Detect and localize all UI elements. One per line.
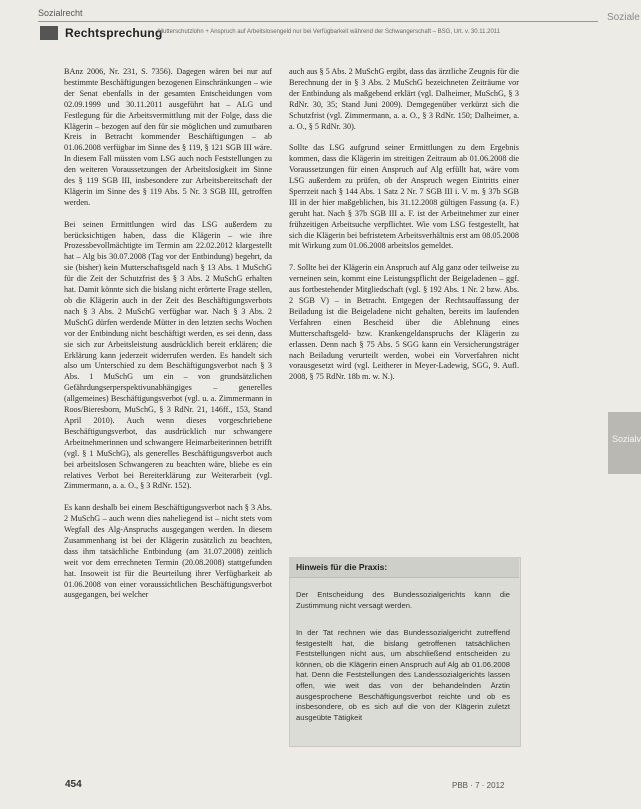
left-column (64, 67, 272, 601)
right-paragraph-2: Sollte das LSG aufgrund seiner Ermittlungen zu dem Ergebnis kommen, dass die Klägerin im streitigen Zeitraum ab 01.06.2008 die Voraussetzungen für einen Anspruch auf Alg erfüllt hat, wäre vom LSG außerdem zu prüfen, ob der Anspruch wegen Eintritts einer Sperrzeit nach § 144 Abs. 1 Satz 2 Nr. 7 SGB III i. V. m. § 37b SGB III in der hier maßgeblichen, bis 31.12.2008 gültigen Fassung (a. F.) geruht hat. Nach § 37b SGB III a. F. ist der Arbeitnehmer zur einer frühzeitigen Arbeitsuche verpflichtet. Wie vom LSG festgestellt, hat sich die Klägerin bei befristetem Arbeitsverhältnis erst am 08.05.2008 mit Wirkung zum 01.06.2008 arbeitslos gemeldet. (289, 143, 519, 251)
journal-reference: PBB · 7 · 2012 (452, 781, 505, 790)
left-paragraph-2: Bei seinen Ermittlungen wird das LSG außerdem zu berücksichtigen haben, dass die Klägerin – wie ihre Prozessbevollmächtigte im Termin am 22.02.2012 klargestellt hat – Alg bis 30.07.2008 (Tag vor der Entbindung) begehrt, da sie (bisher) kein Mutterschaftsgeld nach § 13 Abs. 1 MuSchG für die Zeit der Schutzfrist des § 3 Abs. 2 MuSchG erhalten hat. Damit könnte sich die bislang nicht erörterte Frage stellen, ob die Klägerin auch in der Zeit des Beschäftigungsverbots nach § 3 Abs. 2 MuSchG verfügbar war. Nach § 3 Abs. 2 MuSchG dürfen werdende Mütter in den letzten sechs Wochen vor der Entbindung nicht beschäftigt werden, es sei denn, dass sie sich zur Arbeitsleistung ausdrücklich bereit erklären; die Erklärung kann jederzeit widerrufen werden. Es handelt sich also um Unterschied zu dem Beschäftigungsverbot nach § 3 Abs. 1 MuSchG um ein – von grundsätzlichen Gefährdungserperspektivunabhängiges – generelles (allgemeines) Beschäftigungsverbot (vgl. u. a. Zimmermann in Roos/Bieresborn, MuSchG, § 3 RdNr. 21, 146ff., 153, Stand April 2010). Auch wenn dieses vorgeschriebene Beschäftigungsverbot, das ausdrücklich nur schwangere Arbeitnehmerinnen und schwangere Heimarbeiterinnen betrifft (vgl. § 1 MuSchG), als generelles Beschäftigungsverbot auch bei arbeitslosen Schwangeren zu beachten wäre, bliebe es ein relatives Verbot bei Bereiterklärung zur Weiterarbeit (vgl. Zimmermann, a. a. O., § 3 RdNr. 152). (64, 219, 272, 491)
next-page-section-label: Soziale (607, 12, 640, 23)
left-paragraph-3: Es kann deshalb bei einem Beschäftigungsverbot nach § 3 Abs. 2 MuSchG – auch wenn dies naheliegend ist – nicht stets vom Wegfall des Alg-Anspruchs ausgegangen werden. In diesem Zusammenhang ist bei der Klägerin zusätzlich zu beachten, dass ihm tatsächliche Entbindung (am 31.07.2008) zeitlich weit vor dem errechneten Termin (20.08.2008) stattgefunden hat. Insoweit ist für die Beurteilung ihrer Verfügbarkeit ab 01.06.2008 von einer voraussichtlichen Beschäftigungsverbot ausgegangen, bei welcher (64, 503, 272, 600)
left-paragraph-1: BAnz 2006, Nr. 231, S. 7356). Dagegen wären bei nur auf bestimmte Beschäftigungen bezogenen Einschränkungen – wie der Senat ebenfalls in der gesamten Entscheidungen vom 02.09.1999 und 30.11.2011 ausgeführt hat – ALG und Festlegung für die Arbeitsvermittlung mit der Folge, dass die Klägerin – bezogen auf den für sie möglichen und zumutbaren Kreis in Betracht kommender Beschäftigungen – ab 01.06.2008 verfügbar im Sinne des § 119, § 121 SGB III wäre. In diesem Fall müssten vom LSG auch noch Feststellungen zu den weiteren Voraussetzungen der Arbeitslosigkeit im Sinne des § 119 SGB III, insbesondere zur Arbeitsbereitschaft der Klägerin im Sinne des § 119 Abs. 5 Nr. 3 SGB III, getroffen werden. (64, 67, 272, 207)
page-number: 454 (65, 779, 82, 790)
practice-hint-title: Hinweis für die Praxis: (296, 562, 388, 572)
page-subtitle: Mutterschutzlohn + Anspruch auf Arbeitslosengeld nur bei Verfügbarkeit während der Schwangerschaft – BSG, Urt. v. 30.11.2011 (158, 29, 501, 35)
header-marker-block (40, 26, 58, 40)
right-paragraph-3: 7. Sollte bei der Klägerin ein Anspruch auf Alg ganz oder teilweise zu verneinen sein, kommt eine Leistungspflicht der Beigeladenen – ggf. aus fortbestehender Mitgliedschaft (vgl. § 192 Abs. 1 Nr. 2 bzw. Abs. 2 SGB V) – in Betracht. Entgegen der Rechtsauffassung der Beiladung ist die Beigeladene nicht gehalten, bereits im laufenden Verfahren einen Bescheid über die Ablehnung eines Mutterschaftsgeld- bzw. Krankengeldanspruchs der Klägerin zu erlassen. Denn nach § 75 Abs. 5 SGG kann ein Versicherungsträger nach Beiladung verurteilt werden, wobei ein Vorverfahren nicht vorausgesetzt wird (vgl. Leitherer in Meyer-Ladewig, SGG, 9. Aufl. 2008, § 75 RdNr. 18b m. w. N.). (289, 263, 519, 382)
page-title: Rechtsprechung (65, 26, 163, 40)
header-divider (38, 21, 598, 22)
practice-hint-paragraph-2: In der Tat rechnen wie das Bundessozialgericht zutreffend festgestellt hat, die bislang getroffenen tatsächlichen Feststellungen nicht aus, um abschließend entscheiden zu können, ob die Klägerin einen Anspruch auf Alg ab 01.06.2008 hat. Denn die Feststellungen des Landessozialgerichts lassen offen, wie weit das von der behandelnden Ärztin ausgesprochene Beschäftigungsverbot reichte und ob es insbesondere, ob es sich auf die von der Klägerin zuletzt ausgeübte Tätigkeit (296, 628, 510, 722)
right-column (289, 67, 519, 383)
side-tab-label: Sozialv (612, 434, 641, 444)
right-paragraph-1: auch aus § 5 Abs. 2 MuSchG ergibt, dass das ärztliche Zeugnis für die Berechnung der in § 3 Abs. 2 MuSchG bezeichneten Zeiträume vor der Entbindung als maßgebend erklärt (vgl. Dalheimer, MuSchG, § 3 RdNr. 30, 35; Stand Juni 2009). Demgegenüber verkürzt sich die Schutzfrist (vgl. Zimmermann, a. a. O., § 3 RdNr. 150; Dalheimer, a. a. O., § 5 RdNr. 30). (289, 67, 519, 131)
practice-hint-paragraph-1: Der Entscheidung des Bundessozialgerichts kann die Zustimmung nicht versagt werden. (296, 590, 510, 610)
section-label: Sozialrecht (38, 8, 83, 18)
